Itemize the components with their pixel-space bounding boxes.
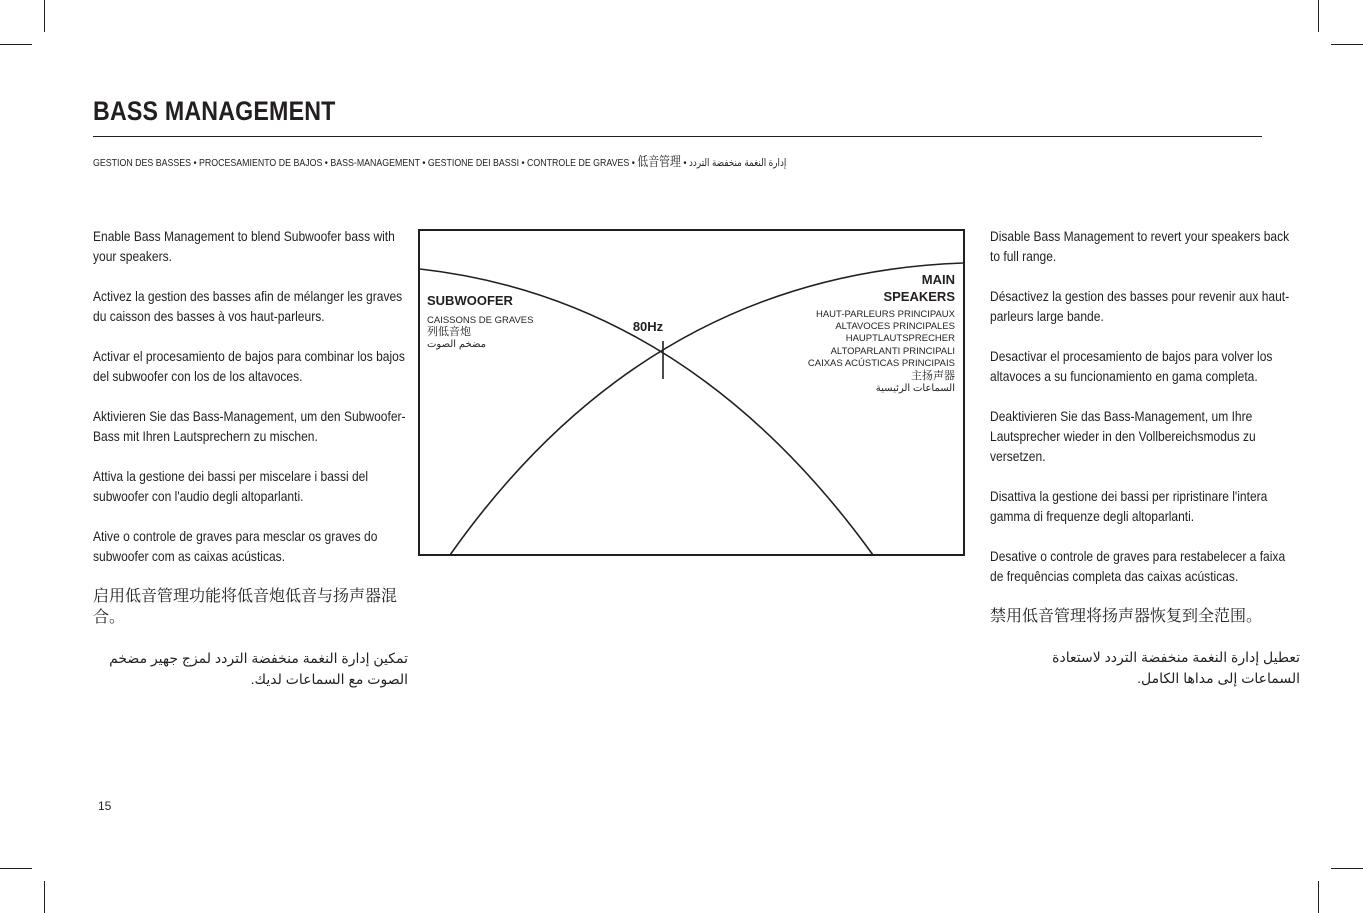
main-speakers-curve bbox=[450, 263, 963, 555]
main-heading-line1: MAIN bbox=[921, 272, 955, 287]
crop-mark bbox=[44, 0, 45, 32]
subtitle-latin: GESTION DES BASSES • PROCESAMIENTO DE BAJOS • BASS-MANAGEMENT • GESTIONE DEI BASSI • CONTROLE DE GRAVES • bbox=[93, 157, 635, 169]
subwoofer-heading: SUBWOOFER bbox=[427, 293, 513, 308]
subtitle-translations bbox=[93, 151, 786, 170]
crop-mark bbox=[44, 881, 45, 913]
crop-mark bbox=[1318, 881, 1319, 913]
main-zh: 主扬声器 bbox=[911, 370, 955, 382]
main-fr: HAUT-PARLEURS PRINCIPAUX bbox=[815, 309, 955, 320]
disable-text-es: Desactivar el procesamiento de bajos para volver los altavoces a su funcionamiento en gama completa. bbox=[990, 348, 1273, 384]
crop-mark bbox=[1318, 0, 1319, 32]
subwoofer-zh: 列低音炮 bbox=[427, 326, 471, 338]
subwoofer-curve bbox=[420, 269, 873, 555]
enable-text-zh: 启用低音管理功能将低音炮低音与扬声器混合。 bbox=[93, 588, 398, 626]
enable-text-ar: تمكين إدارة النغمة منخفضة التردد لمزج جهير مضخم الصوت مع السماعات لديك. bbox=[109, 650, 408, 687]
main-it: ALTOPARLANTI PRINCIPALI bbox=[830, 346, 955, 357]
crossover-diagram bbox=[418, 229, 965, 556]
main-speakers-label-group bbox=[808, 272, 956, 394]
enable-text-fr: Activez la gestion des basses afin de mélanger les graves du caisson des basses à vos haut-parleurs. bbox=[93, 288, 403, 324]
main-heading-line2: SPEAKERS bbox=[883, 289, 955, 304]
enable-instructions bbox=[93, 226, 408, 710]
subtitle-arabic: إدارة النغمة منخفضة التردد bbox=[688, 157, 787, 169]
main-de: HAUPTLAUTSPRECHER bbox=[845, 333, 955, 344]
title-rule bbox=[93, 136, 1262, 137]
enable-text-de: Aktivieren Sie das Bass-Management, um den Subwoofer-Bass mit Ihren Lautsprechern zu mischen. bbox=[93, 408, 406, 444]
disable-text-pt: Desative o controle de graves para restabelecer a faixa de frequências completa das caixas acústicas. bbox=[990, 548, 1286, 584]
disable-text-de: Deaktivieren Sie das Bass-Management, um Ihre Lautsprecher wieder in den Vollbereichsmodus zu versetzen. bbox=[990, 408, 1256, 464]
main-es: ALTAVOCES PRINCIPALES bbox=[835, 321, 955, 332]
disable-text-it: Disattiva la gestione dei bassi per ripristinare l'intera gamma di frequenze degli altoparlanti. bbox=[990, 488, 1268, 524]
enable-text-it: Attiva la gestione dei bassi per miscelare i bassi del subwoofer con l'audio degli altoparlanti. bbox=[93, 468, 369, 504]
disable-text-en: Disable Bass Management to revert your speakers back to full range. bbox=[990, 228, 1290, 264]
enable-text-es: Activar el procesamiento de bajos para combinar los bajos del subwoofer con los de los altavoces. bbox=[93, 348, 405, 384]
crop-mark bbox=[1331, 44, 1363, 45]
crop-mark bbox=[0, 868, 32, 869]
subwoofer-fr: CAISSONS DE GRAVES bbox=[427, 315, 534, 326]
crop-mark bbox=[1331, 868, 1363, 869]
subwoofer-label-group bbox=[427, 293, 533, 350]
disable-text-zh: 禁用低音管理将扬声器恢复到全范围。 bbox=[990, 608, 1263, 625]
page-number: 15 bbox=[98, 799, 112, 813]
enable-text-pt: Ative o controle de graves para mesclar os graves do subwoofer com as caixas acústicas. bbox=[93, 528, 378, 564]
crossover-label: 80Hz bbox=[632, 319, 664, 334]
disable-text-fr: Désactivez la gestion des basses pour revenir aux haut-parleurs large bande. bbox=[990, 288, 1290, 324]
main-pt: CAIXAS ACÚSTICAS PRINCIPAIS bbox=[807, 358, 955, 369]
subtitle-chinese: 低音管理 bbox=[637, 154, 681, 169]
crop-mark bbox=[0, 44, 32, 45]
disable-text-ar: تعطيل إدارة النغمة منخفضة التردد لاستعادة السماعات إلى مداها الكامل. bbox=[1052, 649, 1300, 686]
disable-instructions bbox=[990, 226, 1300, 709]
enable-text-en: Enable Bass Management to blend Subwoofer bass with your speakers. bbox=[93, 228, 395, 264]
page-title: BASS MANAGEMENT bbox=[93, 96, 336, 126]
subtitle-separator: • bbox=[683, 157, 687, 169]
subwoofer-ar: مضخم الصوت bbox=[427, 339, 486, 350]
main-ar: السماعات الرئيسية bbox=[875, 383, 955, 394]
